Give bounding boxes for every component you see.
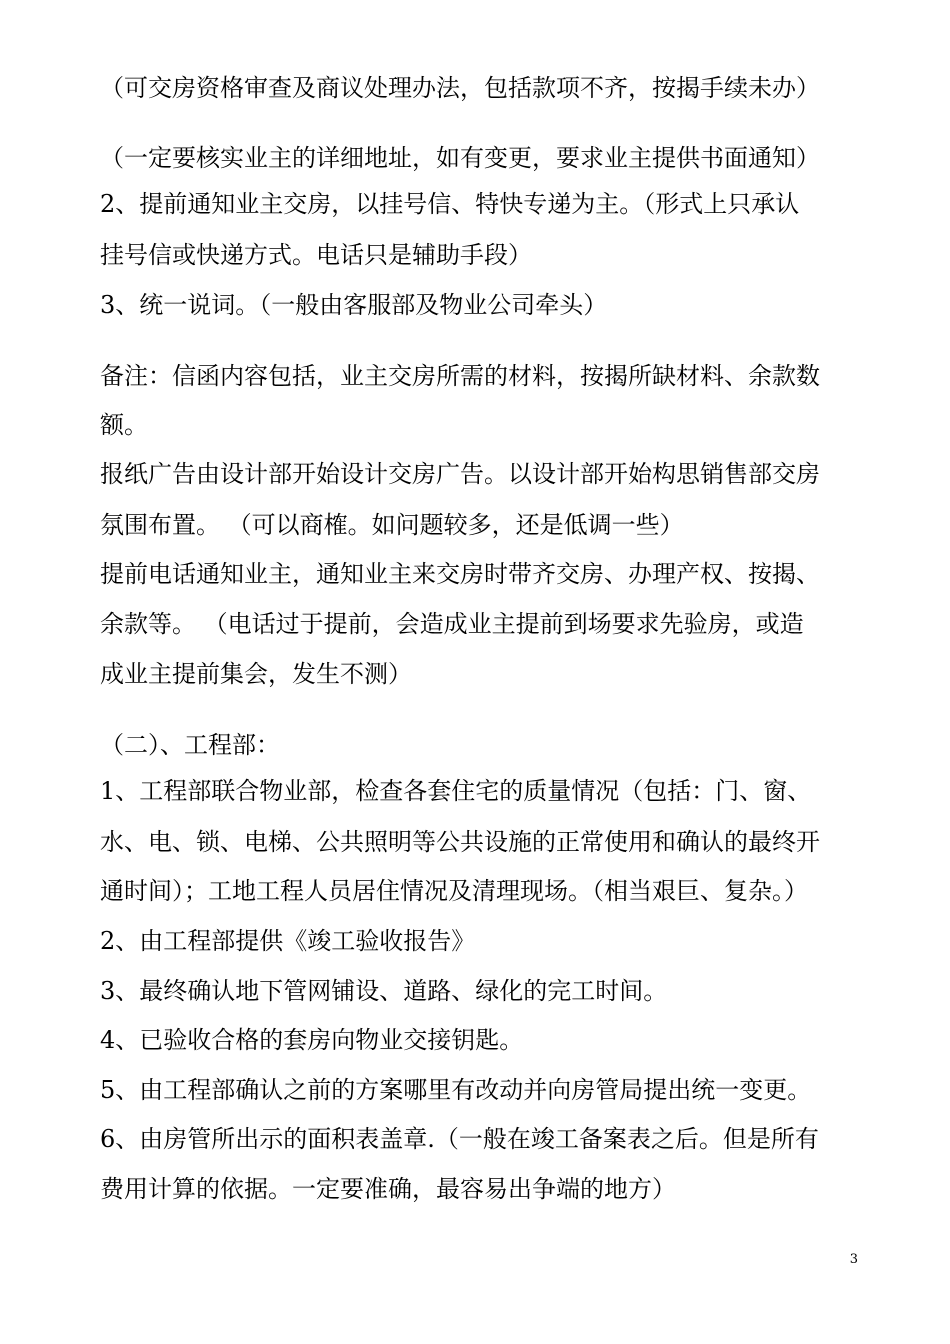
paragraph-line: 2、由工程部提供《竣工验收报告》	[100, 927, 476, 955]
paragraph-line: 水、电、锁、电梯、公共照明等公共设施的正常使用和确认的最终开	[100, 828, 820, 856]
paragraph-line: 额。	[100, 411, 148, 439]
paragraph-line: （可交房资格审查及商议处理办法，包括款项不齐，按揭手续未办）	[100, 74, 820, 102]
paragraph-line: 2、提前通知业主交房，以挂号信、特快专递为主。（形式上只承认	[100, 190, 800, 218]
paragraph-line: 余款等。 （电话过于提前，会造成业主提前到场要求先验房，或造	[100, 610, 804, 638]
paragraph-line: 报纸广告由设计部开始设计交房广告。以设计部开始构思销售部交房	[100, 460, 820, 488]
paragraph-line: 1、工程部联合物业部，检查各套住宅的质量情况（包括：门、窗、	[100, 777, 812, 805]
paragraph-line: 挂号信或快递方式。电话只是辅助手段）	[100, 241, 532, 269]
page-number: 3	[849, 1252, 858, 1267]
paragraph-line: 4、已验收合格的套房向物业交接钥匙。	[100, 1026, 524, 1054]
paragraph-line: 3、统一说词。（一般由客服部及物业公司牵头）	[100, 291, 608, 319]
paragraph-line: 通时间）；工地工程人员居住情况及清理现场。（相当艰巨、复杂。）	[100, 877, 808, 905]
paragraph-line: 6、由房管所出示的面积表盖章.（一般在竣工备案表之后。但是所有	[100, 1125, 819, 1153]
paragraph-line: 成业主提前集会，发生不测）	[100, 660, 412, 688]
paragraph-line: 3、最终确认地下管网铺设、道路、绿化的完工时间。	[100, 977, 668, 1005]
section-heading: （二）、工程部：	[100, 731, 280, 759]
paragraph-line: 费用计算的依据。一定要准确，最容易出争端的地方）	[100, 1175, 676, 1203]
paragraph-line: 5、由工程部确认之前的方案哪里有改动并向房管局提出统一变更。	[100, 1076, 812, 1104]
paragraph-line: 氛围布置。 （可以商榷。如问题较多，还是低调一些）	[100, 511, 684, 539]
paragraph-line: （一定要核实业主的详细地址，如有变更，要求业主提供书面通知）	[100, 144, 820, 172]
paragraph-line: 备注：信函内容包括，业主交房所需的材料，按揭所缺材料、余款数	[100, 362, 820, 390]
paragraph-line: 提前电话通知业主，通知业主来交房时带齐交房、办理产权、按揭、	[100, 560, 820, 588]
